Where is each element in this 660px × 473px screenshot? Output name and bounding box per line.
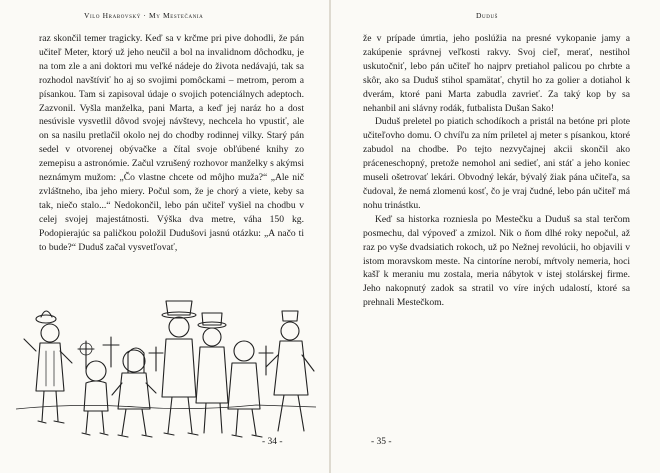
right-paragraph-3: Keď sa historka rozniesla po Mestečku a Duduš sa stal terčom posmechu, dal výpoveď a zmizol. Nik o ňom dlhé roky nepočul, až raz po vyše dvadsiatich rokoch, už po Nežnej revolúcii, ho objavili v istom moravskom meste. Na cintoríne nerobí, mŕtvoly nemeria, hoci kašľ k meraniu mu zostala, meria nábytok v istej stolárskej firme. Jeho nakopnutý zadok sa stratil vo víre iných udalostí, ktoré sa prehnali Mestečkom. bbox=[363, 213, 630, 309]
right-page bbox=[331, 0, 660, 473]
right-page-text bbox=[363, 32, 630, 310]
right-paragraph-2: Duduš preletel po piatich schodíkoch a pristál na betóne pri plote učiteľovho domu. O chvíľu za ním priletel aj meter s písankou, ktoré zabudol na chodbe. Po tejto nezvyčajnej akcii skončil ako práceneschopný, pretože nemohol ani sedieť, ani stáť a jeho koniec museli ošetrovať lekári. Obvodný lekár, bývalý žiak pána učiteľa, sa čudoval, že nemá zlomenú kosť, čo je vraj čudné, lebo pán učiteľ má nohu trinástku. bbox=[363, 116, 630, 211]
page-number-right: - 35 - bbox=[371, 437, 392, 447]
running-head-left: Vilo Hrabovský · My Mestečania bbox=[84, 11, 204, 20]
left-page bbox=[0, 0, 329, 473]
right-paragraph-1: že v prípade úmrtia, jeho poslúžia na presné vykopanie jamy a zakúpenie správnej veľkosti rakvy. Svoj cieľ, merať, nestihol uskutočniť, lebo pán učiteľ ho najprv pretiahol palicou po chrbte a skôr, ako sa Duduš stihol spamätať, chytil ho za golier a dotiahol k dverám, ktoré pani Marta zabudla zavrieť. Za taký kop by sa nehanbil ani slávny rodák, futbalista Dušan Sako! bbox=[363, 33, 630, 114]
cemetery-illustration bbox=[16, 291, 316, 441]
running-head-right: Duduš bbox=[476, 11, 499, 20]
page-number-left: - 34 - bbox=[262, 437, 283, 447]
left-paragraph-1: raz skončil temer tragicky. Keď sa v krčme pri pive dohodli, že pán učiteľ Meter, ktorý už jeho neučil a bol na invalidnom dôchodku, je na tom zle a ani doktori mu veľké nádeje do života nedávajú, tak sa rozhodol navštíviť ho aj so svojimi pomôckami – metrom, perom a písankou. Tam si zapisoval údaje o svojich potenciálnych adeptoch. Zazvonil. Vyšla manželka, pani Marta, a keď jej naráz ho a dost nesúvisle vysvetlil dôvod svojej návštevy, nechcela ho vpustiť, ale on sa nasilu pretlačil okolo nej do chodby rodinnej vilky. Starý pán sedel v otvorenej obývačke a čítal svoje obľúbené knihy zo zemepisu a astronómie. Začul vzrušený rozhovor manželky s akýmsi neznámym mužom: „Čo vlastne chcete od môjho muža?“ „Ale nič zvláštneho, iba jeho miery. Počul som, že je chorý a viete, keby sa tak, niečo stalo...“ Nedokončil, lebo pán učiteľ vyšiel na chodbu v celej svojej majestátnosti. Výška dva metre, váha 150 kg. Podopierajúc sa paličkou položil Dudušovi jasnú otázku: „A načo ti to bude?“ Duduš začal vysvetľovať, bbox=[39, 33, 304, 253]
left-page-text bbox=[39, 32, 304, 255]
